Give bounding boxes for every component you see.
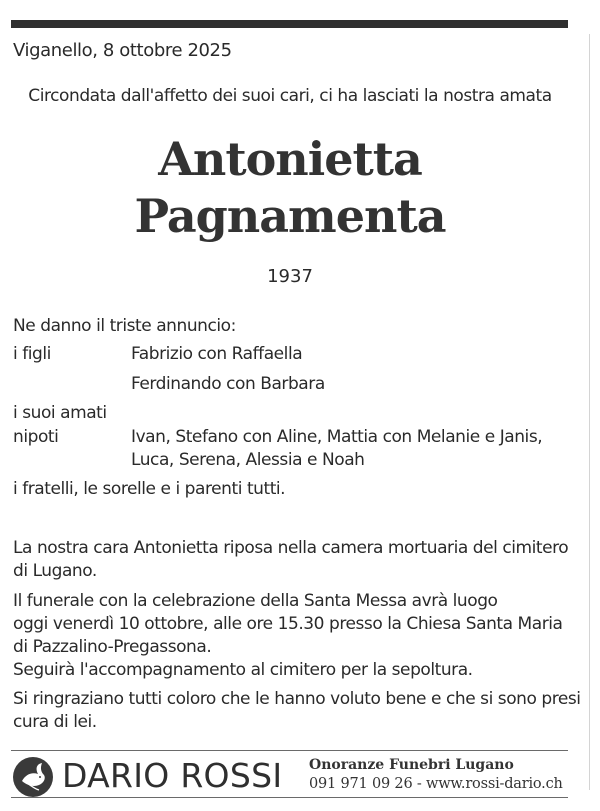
- top-border-bar: [11, 20, 568, 28]
- deceased-last-name: Pagnamenta: [134, 189, 446, 243]
- children-line: Ferdinando con Barbara: [131, 374, 325, 394]
- children-line: Fabrizio con Raffaella: [131, 344, 303, 364]
- intro-text: Circondata dall'affetto dei suoi cari, ci ha lasciati la nostra amata: [28, 86, 552, 106]
- grandchildren-line: Luca, Serena, Alessia e Noah: [131, 450, 365, 470]
- footer-bottom-rule: [11, 797, 568, 798]
- rest-text-line: di Lugano.: [13, 561, 97, 581]
- grandchildren-label: i suoi amati: [13, 403, 107, 423]
- company-title: Onoranze Funebri Lugano: [309, 757, 514, 773]
- children-label: i figli: [13, 344, 51, 364]
- company-contact: 091 971 09 26 - www.rossi-dario.ch: [309, 776, 563, 792]
- funeral-text-line: Seguirà l'accompagnamento al cimitero per la sepoltura.: [13, 660, 473, 680]
- thanks-text-line: cura di lei.: [13, 712, 97, 732]
- birth-year: 1937: [267, 266, 313, 287]
- place-date: Viganello, 8 ottobre 2025: [13, 40, 232, 61]
- grandchildren-label: nipoti: [13, 427, 59, 447]
- deceased-first-name: Antonietta: [158, 132, 422, 186]
- grandchildren-line: Ivan, Stefano con Aline, Mattia con Melanie e Janis,: [131, 427, 543, 447]
- brand-wordmark: DARIO ROSSI: [62, 756, 283, 795]
- relatives-line: i fratelli, le sorelle e i parenti tutti.: [13, 479, 286, 499]
- page-edge-rule: [589, 34, 590, 790]
- funeral-text-line: Il funerale con la celebrazione della Santa Messa avrà luogo: [13, 591, 498, 611]
- announcement-lead: Ne danno il triste annuncio:: [13, 316, 236, 336]
- funeral-text-line: di Pazzalino-Pregassona.: [13, 637, 212, 657]
- funeral-text-line: oggi venerdì 10 ottobre, alle ore 15.30 presso la Chiesa Santa Maria: [13, 614, 563, 634]
- footer-top-rule: [11, 750, 568, 751]
- dove-icon: [13, 757, 53, 797]
- thanks-text-line: Si ringraziano tutti coloro che le hanno voluto bene e che si sono presi: [13, 689, 581, 709]
- rest-text-line: La nostra cara Antonietta riposa nella camera mortuaria del cimitero: [13, 538, 569, 558]
